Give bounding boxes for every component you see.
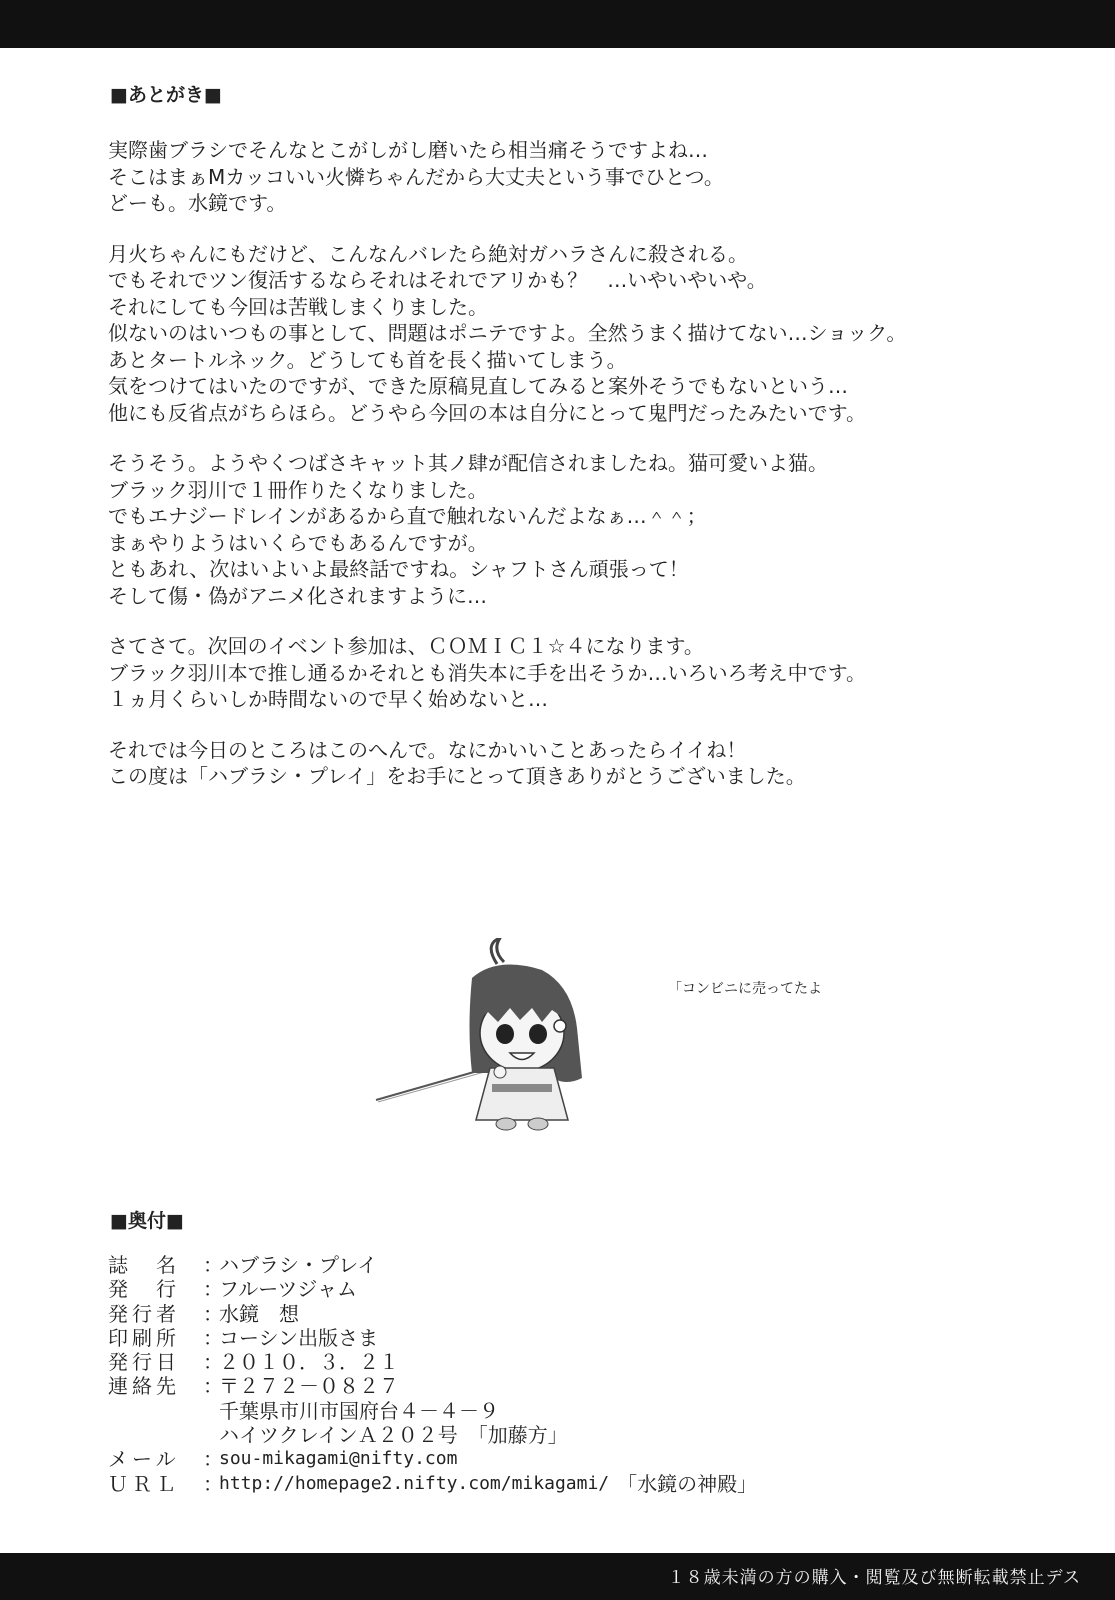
colophon-row — [108, 1472, 1068, 1496]
colophon-key — [108, 1423, 203, 1447]
afterword-heading: ■あとがき■ — [110, 84, 222, 106]
afterword-line: それにしても今回は苦戦しまくりました。 — [108, 294, 488, 319]
afterword-line: １ヵ月くらいしか時間ないので早く始めないと… — [108, 687, 548, 711]
afterword-line: 似ないのはいつもの事として、問題はポニテですよ。全然うまく描けてない…ショック。 — [108, 321, 907, 345]
colophon-key: 誌 名 — [108, 1253, 180, 1277]
bottom-black-band — [0, 1553, 1115, 1600]
colophon-row — [108, 1277, 1068, 1301]
age-restriction-notice: １８歳未満の方の購入・閲覧及び無断転載禁止デス — [667, 1568, 1081, 1588]
colophon-key: 印刷所 — [108, 1325, 180, 1350]
colophon-value: 千葉県市川市国府台４－４－９ — [219, 1398, 499, 1423]
afterword-line: 他にも反省点がちらほら。どうやら今回の本は自分にとって鬼門だったみたいです。 — [108, 400, 866, 425]
site-name: 「水鏡の神殿」 — [617, 1471, 758, 1496]
afterword-line: ブラック羽川本で推し通るかそれとも消失本に手を出そうか…いろいろ考え中です。 — [108, 660, 866, 685]
colophon-key: 発 行 — [108, 1277, 180, 1302]
colophon-separator: ： — [203, 1325, 223, 1350]
colophon-separator — [203, 1399, 219, 1423]
colophon-value: ハブラシ・プレイ — [219, 1253, 378, 1277]
colophon-row — [108, 1350, 1068, 1374]
afterword-line: ブラック羽川で１冊作りたくなりました。 — [108, 477, 488, 502]
afterword-line: そして傷・偽がアニメ化されますように… — [108, 583, 487, 608]
top-black-band — [0, 0, 1115, 48]
afterword-line: あとタートルネック。どうしても首を長く描いてしまう。 — [108, 347, 627, 372]
afterword-line: 月火ちゃんにもだけど、こんなんバレたら絶対ガハラさんに殺される。 — [108, 241, 748, 266]
afterword-line: それでは今日のところはこのへんで。なにかいいことあったらイイね！ — [108, 737, 747, 762]
colophon-separator: ： — [203, 1350, 223, 1375]
afterword-line: さてさて。次回のイベント参加は、ＣＯＭＩＣ１☆４になります。 — [108, 634, 704, 658]
colophon-row — [108, 1302, 1068, 1326]
colophon-separator: ： — [203, 1301, 223, 1326]
afterword-line: まぁやりようはいくらでもあるんですが。 — [108, 530, 488, 555]
afterword-line: そうそう。ようやくつばさキャット其ノ肆が配信されましたね。猫可愛いよ猫。 — [108, 451, 828, 475]
colophon-key: メール — [108, 1447, 180, 1472]
colophon-value: フルーツジャム — [219, 1277, 357, 1302]
colophon-value: ハイツクレインＡ２０２号 「加藤方」 — [219, 1423, 568, 1448]
afterword-paragraph — [108, 137, 1068, 217]
afterword-paragraph — [108, 241, 1068, 427]
chibi-girl-with-sword-icon — [372, 938, 622, 1138]
colophon-row — [108, 1423, 1068, 1447]
colophon-row — [108, 1447, 1068, 1471]
colophon-row — [108, 1326, 1068, 1350]
afterword-line: どーも。水鏡です。 — [108, 191, 287, 215]
illustration-caption: 「コンビニに売ってたよ — [668, 981, 822, 997]
afterword-paragraph — [108, 450, 1068, 609]
colophon-value: ２０１０．３．２１ — [219, 1350, 399, 1375]
afterword-line: でもエナジードレインがあるから直で触れないんだよなぁ…＾＾； — [108, 504, 707, 528]
colophon-row — [108, 1399, 1068, 1423]
colophon-value: 〒２７２－０８２７ — [219, 1374, 399, 1399]
colophon-row — [108, 1253, 1068, 1277]
colophon-section — [108, 1206, 1068, 1496]
afterword-line: 実際歯ブラシでそんなとこがしがし磨いたら相当痛そうですよね… — [108, 138, 708, 162]
afterword-line: ともあれ、次はいよいよ最終話ですね。シャフトさん頑張って！ — [108, 557, 689, 581]
afterword-body — [108, 137, 1068, 790]
colophon-value: sou-mikagami@nifty.com — [219, 1448, 458, 1470]
afterword-line: 気をつけてはいたのですが、できた原稿見直してみると案外そうでもないという… — [108, 374, 848, 398]
afterword-line: そこはまぁMカッコいい火憐ちゃんだから大丈夫という事でひとつ。 — [108, 164, 724, 189]
colophon-separator: ： — [203, 1253, 223, 1277]
colophon-key — [108, 1399, 203, 1423]
colophon-list — [108, 1253, 1068, 1496]
colophon-key: ＵＲＬ — [108, 1471, 180, 1496]
colophon-key: 連絡先 — [108, 1374, 180, 1399]
colophon-separator: ： — [203, 1471, 223, 1496]
afterword-section — [108, 80, 1068, 814]
colophon-value: http://homepage2.nifty.com/mikagami/ — [219, 1472, 610, 1494]
colophon-value: 水鏡 想 — [219, 1301, 299, 1326]
colophon-key: 発行日 — [108, 1350, 180, 1375]
afterword-line: この度は「ハブラシ・プレイ」をお手にとって頂きありがとうございました。 — [108, 764, 806, 788]
afterword-line: でもそれでツン復活するならそれはそれでアリかも？ …いやいやいや。 — [108, 268, 767, 292]
afterword-paragraph — [108, 633, 1068, 713]
colophon-separator: ： — [203, 1447, 223, 1472]
colophon-separator — [203, 1423, 219, 1447]
colophon-key: 発行者 — [108, 1301, 180, 1326]
colophon-separator: ： — [203, 1374, 223, 1399]
colophon-heading: ■奥付■ — [110, 1210, 184, 1232]
afterword-paragraph — [108, 737, 1068, 790]
colophon-separator: ： — [203, 1277, 223, 1302]
colophon-row — [108, 1374, 1068, 1398]
colophon-value: コーシン出版さま — [219, 1325, 379, 1350]
